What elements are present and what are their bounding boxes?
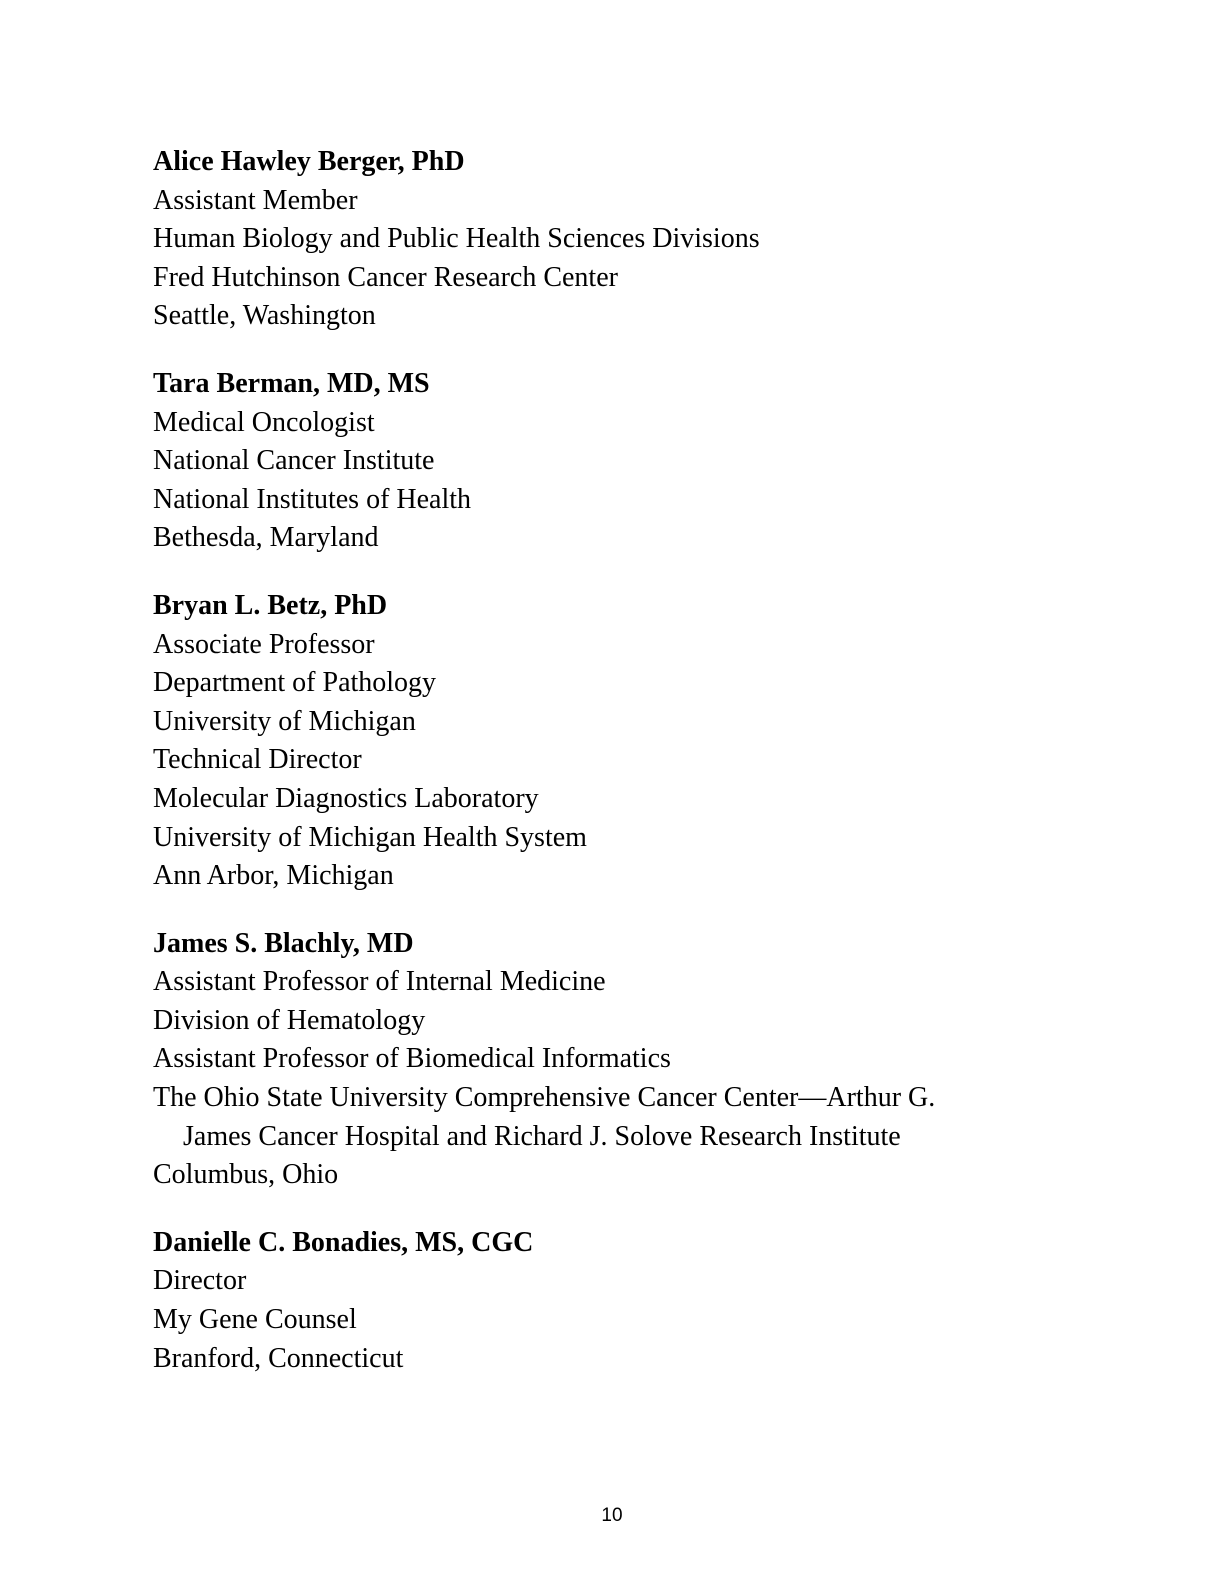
affiliation-line: Columbus, Ohio [153, 1159, 339, 1191]
affiliation-line: National Cancer Institute [153, 445, 435, 477]
affiliation-line: National Institutes of Health [153, 483, 472, 515]
affiliation-line: The Ohio State University Comprehensive Cancer Center—Arthur G. [153, 1082, 936, 1114]
directory-entry [153, 587, 1113, 896]
affiliation-line: Seattle, Washington [153, 300, 376, 332]
directory-entry [153, 365, 1113, 558]
affiliation-line: Bethesda, Maryland [153, 522, 379, 554]
directory-entry [153, 925, 1113, 1195]
affiliation-line: Branford, Connecticut [153, 1342, 404, 1374]
directory-entry [153, 1224, 1113, 1378]
affiliation-line: Molecular Diagnostics Laboratory [153, 782, 539, 814]
directory-entry [153, 143, 1113, 336]
person-name: James S. Blachly, MD [153, 927, 414, 959]
affiliation-line: Director [153, 1265, 247, 1297]
person-name: Tara Berman, MD, MS [153, 367, 430, 399]
affiliation-line: Technical Director [153, 744, 362, 776]
affiliation-line: University of Michigan Health System [153, 821, 587, 853]
page-number: 10 [601, 1505, 623, 1526]
affiliation-line: Assistant Professor of Biomedical Informatics [153, 1043, 671, 1075]
affiliation-line: Medical Oncologist [153, 406, 375, 438]
page-content [153, 143, 1113, 1407]
affiliation-line: Assistant Professor of Internal Medicine [153, 966, 606, 998]
affiliation-line: Division of Hematology [153, 1004, 426, 1036]
person-name: Bryan L. Betz, PhD [153, 589, 388, 621]
affiliation-line: Human Biology and Public Health Sciences Divisions [153, 223, 760, 255]
affiliation-line: University of Michigan [153, 705, 416, 737]
affiliation-line: Fred Hutchinson Cancer Research Center [153, 261, 618, 293]
person-name: Danielle C. Bonadies, MS, CGC [153, 1226, 534, 1258]
person-name: Alice Hawley Berger, PhD [153, 146, 465, 177]
affiliation-line: My Gene Counsel [153, 1304, 357, 1336]
affiliation-line: Assistant Member [153, 184, 358, 216]
affiliation-line: Ann Arbor, Michigan [153, 860, 394, 892]
affiliation-line: Department of Pathology [153, 667, 437, 699]
affiliation-line: Associate Professor [153, 628, 375, 660]
affiliation-line-continuation: James Cancer Hospital and Richard J. Solove Research Institute [183, 1120, 901, 1152]
